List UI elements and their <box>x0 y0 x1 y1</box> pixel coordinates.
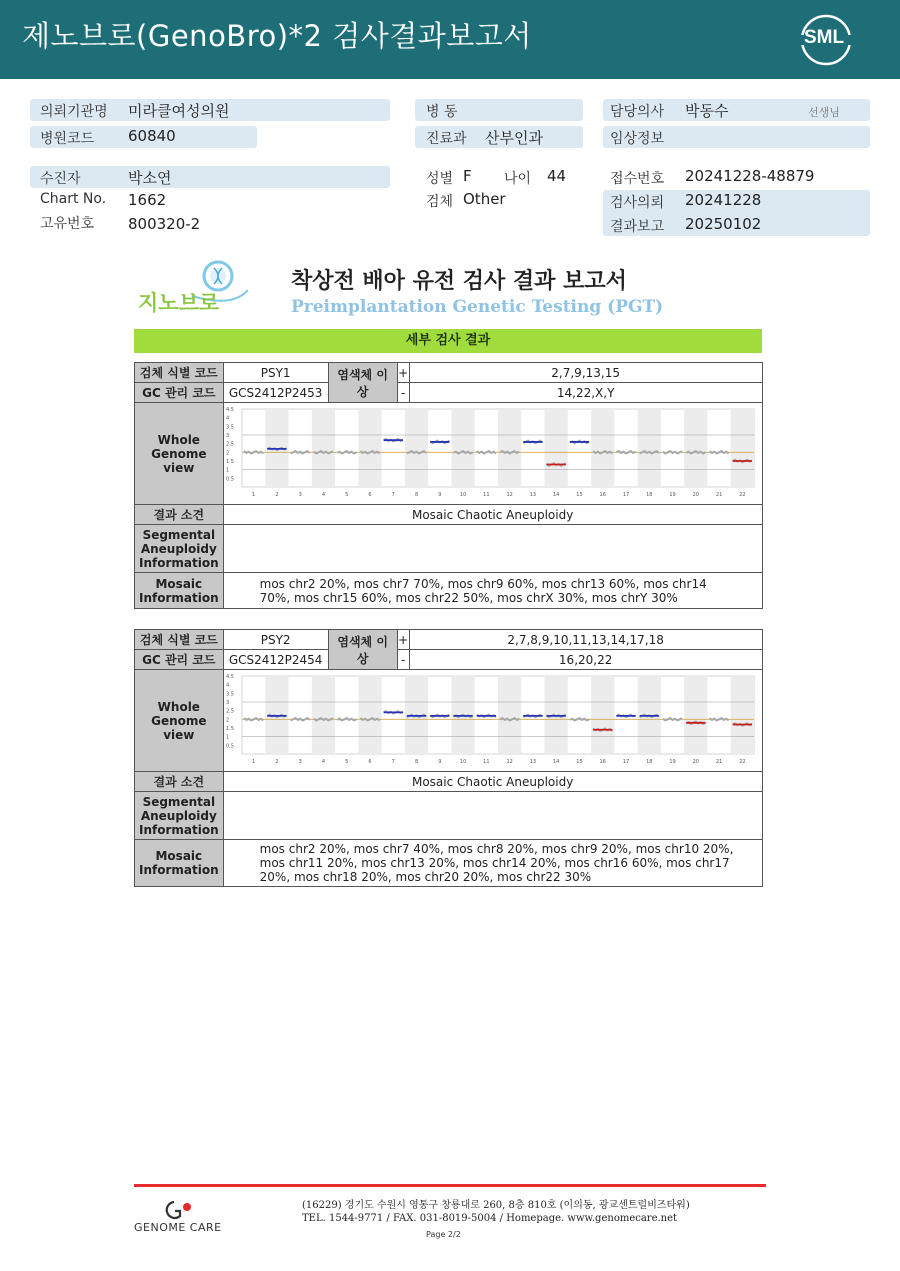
y-tick-label: 2.5 <box>225 441 234 448</box>
chromosome-band <box>358 676 381 754</box>
chromosome-band <box>591 676 614 754</box>
finding-value: Mosaic Chaotic Aneuploidy <box>223 772 762 792</box>
whole-genome-chart <box>224 403 762 501</box>
x-tick-label: 12 <box>506 759 513 765</box>
specimen-code-header: 검체 식별 코드 <box>135 363 224 383</box>
gc-code-value: GCS2412P2453 <box>223 383 328 403</box>
y-tick-label: 3 <box>225 433 229 439</box>
x-tick-label: 12 <box>506 492 513 498</box>
x-tick-label: 10 <box>459 492 466 498</box>
patient-box <box>30 166 390 188</box>
unique-no-value: 800320-2 <box>128 215 201 233</box>
segmental-header: Segmental Aneuploidy Information <box>135 792 224 840</box>
institution-label: 의뢰기관명 <box>40 104 108 120</box>
x-tick-label: 18 <box>645 492 653 498</box>
y-tick-label: 3 <box>225 700 229 706</box>
y-tick-label: 3.5 <box>225 691 234 698</box>
x-tick-label: 11 <box>482 759 490 765</box>
x-tick-label: 16 <box>599 492 606 498</box>
x-tick-label: 22 <box>738 492 746 498</box>
gain-sign: + <box>397 363 409 383</box>
patient-value: 박소연 <box>128 169 172 187</box>
x-tick-label: 20 <box>692 492 699 498</box>
segmental-value <box>223 792 762 840</box>
department-label: 진료과 <box>426 131 467 147</box>
x-tick-label: 15 <box>575 759 583 765</box>
clinical-label: 임상정보 <box>610 131 665 147</box>
specimen-label: 검체 <box>426 194 454 210</box>
x-tick-label: 1 <box>251 492 255 498</box>
hospital-code-value: 60840 <box>128 127 176 145</box>
x-tick-label: 2 <box>274 759 279 765</box>
chromosome-band <box>544 409 567 487</box>
mosaic-value: mos chr2 20%, mos chr7 40%, mos chr8 20%, mos chr9 20%, mos chr10 20%, mos chr11 20%, mos chr13 20%, mos chr14 20%, mos chr16 60%, mos chr17 20%, mos chr18 20%, mos chr20 20%, mos chr22 30% <box>223 840 762 887</box>
x-tick-label: 4 <box>321 759 325 765</box>
x-tick-label: 1 <box>251 759 255 765</box>
x-tick-label: 5 <box>344 759 348 765</box>
x-tick-label: 5 <box>344 492 348 498</box>
abnormal-header: 염색체 이상 <box>328 630 397 670</box>
genobro-logo-icon <box>136 256 248 316</box>
x-tick-label: 6 <box>368 492 372 498</box>
y-tick-label: 1.5 <box>225 726 234 732</box>
pgt-title-korean: 착상전 배아 유전 검사 결과 보고서 <box>291 269 627 294</box>
segmental-header: Segmental Aneuploidy Information <box>135 525 224 573</box>
mosaic-header: Mosaic Information <box>135 840 224 887</box>
finding-value: Mosaic Chaotic Aneuploidy <box>223 505 762 525</box>
y-tick-label: 0.5 <box>225 743 234 750</box>
hospital-code-label: 병원코드 <box>40 131 95 147</box>
abnormal-header: 염색체 이상 <box>328 363 397 403</box>
gain-sign: + <box>397 630 409 650</box>
mosaic-value: mos chr2 20%, mos chr7 70%, mos chr9 60%, mos chr13 60%, mos chr14 70%, mos chr15 60%, mos chr22 50%, mos chrX 30%, mos chrY 30% <box>223 573 762 609</box>
x-tick-label: 4 <box>321 492 325 498</box>
gain-value: 2,7,9,13,15 <box>409 363 762 383</box>
page-number: Page 2/2 <box>426 1230 461 1239</box>
chromosome-band <box>684 409 707 487</box>
footer-divider <box>134 1184 766 1187</box>
specimen-code-value: PSY1 <box>223 363 328 383</box>
x-tick-label: 21 <box>715 759 722 765</box>
x-tick-label: 16 <box>599 759 606 765</box>
doctor-value: 박동수 <box>685 102 729 120</box>
sml-logo-text: SML <box>804 27 845 48</box>
x-tick-label: 10 <box>459 759 466 765</box>
x-tick-label: 14 <box>552 492 560 498</box>
x-tick-label: 22 <box>738 759 746 765</box>
x-tick-label: 20 <box>692 759 699 765</box>
chromosome-band <box>498 676 521 754</box>
x-tick-label: 6 <box>368 759 372 765</box>
x-tick-label: 3 <box>298 492 302 498</box>
sex-label: 성별 <box>426 171 454 187</box>
x-tick-label: 14 <box>552 759 560 765</box>
y-tick-label: 2 <box>225 717 229 724</box>
institution-value: 미라클여성의원 <box>128 102 230 120</box>
doctor-suffix: 선생님 <box>808 106 840 119</box>
x-tick-label: 9 <box>437 759 442 765</box>
chart-no-label: Chart No. <box>40 191 107 207</box>
report-date-label: 결과보고 <box>610 219 665 235</box>
department-value: 산부인과 <box>485 129 543 147</box>
chromosome-band <box>311 676 334 754</box>
y-tick-label: 1 <box>225 734 229 741</box>
x-tick-label: 7 <box>391 492 395 498</box>
specimen-value: Other <box>463 190 506 208</box>
age-label: 나이 <box>504 171 532 187</box>
whole-genome-chart <box>224 670 762 768</box>
y-tick-label: 1 <box>225 467 229 474</box>
y-tick-label: 4.5 <box>225 407 234 413</box>
request-value: 20241228 <box>685 191 762 209</box>
y-tick-label: 4 <box>225 682 229 689</box>
gain-value: 2,7,8,9,10,11,13,14,17,18 <box>409 630 762 650</box>
chromosome-band <box>730 409 753 487</box>
footer-address <box>302 1199 690 1225</box>
chromosome-band <box>591 409 614 487</box>
x-tick-label: 13 <box>529 492 536 498</box>
finding-header: 결과 소견 <box>135 772 224 792</box>
footer-address-line: (16229) 경기도 수원시 영통구 창룡대로 260, 8층 810호 (이의동, 광교센트럴비즈타워) <box>302 1200 690 1211</box>
x-tick-label: 17 <box>622 759 629 765</box>
y-tick-label: 2 <box>225 450 229 457</box>
x-tick-label: 3 <box>298 759 302 765</box>
chromosome-band <box>451 409 474 487</box>
x-tick-label: 19 <box>668 759 676 765</box>
report-date-value: 20250102 <box>685 215 762 233</box>
section-header: 세부 검사 결과 <box>134 329 762 353</box>
chart-no-value: 1662 <box>128 191 167 209</box>
x-tick-label: 9 <box>437 492 442 498</box>
chromosome-band <box>358 409 381 487</box>
loss-sign: - <box>397 383 409 403</box>
chromosome-band <box>637 409 660 487</box>
result-table-2 <box>134 629 763 887</box>
receipt-value: 20241228-48879 <box>685 167 815 185</box>
y-tick-label: 3.5 <box>225 424 234 431</box>
request-label: 검사의뢰 <box>610 195 665 211</box>
y-tick-label: 4.5 <box>225 674 234 680</box>
gc-code-value: GCS2412P2454 <box>223 650 328 670</box>
genobro-logo-text: 지노브로 <box>138 291 220 315</box>
loss-value: 14,22,X,Y <box>409 383 762 403</box>
header-bar <box>0 0 900 79</box>
pgt-title-english: Preimplantation Genetic Testing (PGT) <box>291 297 664 317</box>
y-tick-label: 2.5 <box>225 708 234 715</box>
mosaic-header: Mosaic Information <box>135 573 224 609</box>
patient-label: 수진자 <box>40 171 81 187</box>
finding-header: 결과 소견 <box>135 505 224 525</box>
y-tick-label: 4 <box>225 415 229 422</box>
chromosome-band <box>311 409 334 487</box>
doctor-label: 담당의사 <box>610 104 665 120</box>
unique-no-label: 고유번호 <box>40 216 95 232</box>
chromosome-band <box>405 409 428 487</box>
age-value: 44 <box>547 167 567 185</box>
x-tick-label: 8 <box>414 492 418 498</box>
loss-sign: - <box>397 650 409 670</box>
gc-code-header: GC 관리 코드 <box>135 383 224 403</box>
x-tick-label: 2 <box>274 492 279 498</box>
x-tick-label: 21 <box>715 492 722 498</box>
wgv-header: Whole Genome view <box>135 403 224 505</box>
chromosome-band <box>730 676 753 754</box>
loss-value: 16,20,22 <box>409 650 762 670</box>
report-title: 제노브로(GenoBro)*2 검사결과보고서 <box>22 19 532 53</box>
ward-label: 병 동 <box>426 104 458 120</box>
segmental-value <box>223 525 762 573</box>
y-tick-label: 0.5 <box>225 476 234 483</box>
x-tick-label: 15 <box>575 492 583 498</box>
chromosome-band <box>684 676 707 754</box>
footer-brand: GENOME CARE <box>134 1221 222 1234</box>
x-tick-label: 19 <box>668 492 676 498</box>
result-table-1 <box>134 362 763 609</box>
x-tick-label: 13 <box>529 759 536 765</box>
x-tick-label: 18 <box>645 759 653 765</box>
x-tick-label: 7 <box>391 759 395 765</box>
wgv-header: Whole Genome view <box>135 670 224 772</box>
specimen-code-value: PSY2 <box>223 630 328 650</box>
gc-code-header: GC 관리 코드 <box>135 650 224 670</box>
chromosome-band <box>498 409 521 487</box>
sex-value: F <box>463 167 472 185</box>
receipt-label: 접수번호 <box>610 171 665 187</box>
footer-contact-line: TEL. 1544-9771 / FAX. 031-8019-5004 / Homepage. www.genomecare.net <box>302 1213 678 1224</box>
x-tick-label: 17 <box>622 492 629 498</box>
x-tick-label: 8 <box>414 759 418 765</box>
y-tick-label: 1.5 <box>225 459 234 465</box>
specimen-code-header: 검체 식별 코드 <box>135 630 224 650</box>
x-tick-label: 11 <box>482 492 490 498</box>
